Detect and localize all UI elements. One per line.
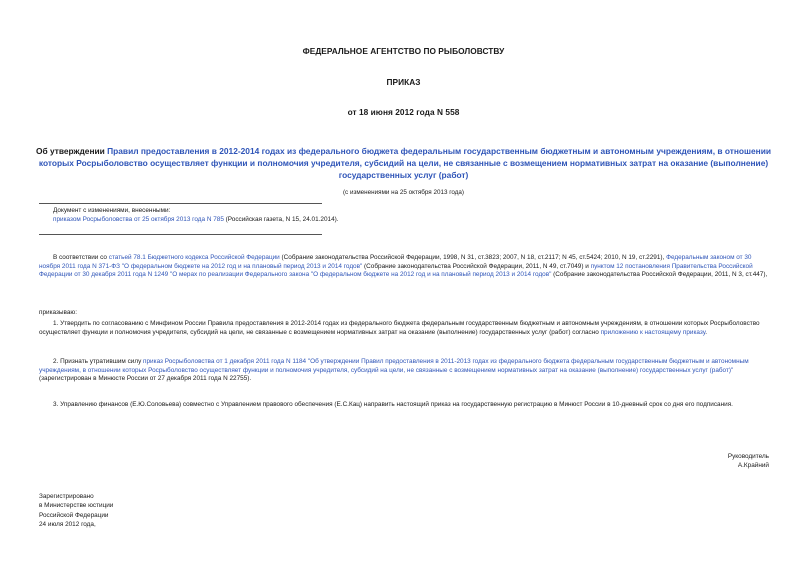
doc-type-heading: ПРИКАЗ — [386, 77, 421, 87]
government-resolution-link[interactable]: пунктом 12 постановления Правительства Российской Федерации от 30 декабря 2011 года N 1249 "О мерах по реализации Федерального закона "О федеральном бюджете на 2012 год и на плановый период 2013 и 2014 годов" — [39, 262, 753, 279]
revoked-order-link[interactable]: приказ Росрыболовства от 1 декабря 2011 года N 1184 "Об утверждении Правил предоставления в 2011-2013 годах из федерального бюджета федеральным государственным бюджетным и автономным учреждениям, в отношении которых Росрыболовство осуществляет функции и полномочия учредителя, субсидий на цели, не связанные с возмещением нормативных затрат на оказание (выполнение) государственных услуг (работ)" — [39, 358, 749, 374]
item-1-end: . — [705, 328, 708, 336]
preamble-paragraph — [39, 254, 770, 280]
registration-block — [39, 492, 113, 529]
registration-line-1: Зарегистрировано — [39, 493, 94, 500]
amendments-label: Документ с изменениями, внесенными: — [53, 207, 171, 214]
preamble-text-4: (Собрание законодательства Российской Федерации, 2011, N 3, ст.447), — [551, 271, 768, 279]
preamble-text-1: В соответствии со — [53, 254, 109, 261]
federal-law-link[interactable]: Федеральным законом от 30 ноября 2011 года N 371-ФЗ "О федеральном бюджете на 2012 год и на плановый период 2013 и 2014 годов" — [39, 254, 752, 270]
changes-note: (с изменениями на 25 октября 2013 года) — [342, 189, 465, 196]
item-2-text: 2. Признать утратившим силу — [53, 358, 144, 365]
signature-name: А.Крайний — [737, 462, 769, 469]
item-3-text: 3. Управлению финансов (Е.Ю.Соловьева) совместно с Управлением правового обеспечения (Е.С.Кац) направить настоящий приказ на государственную регистрацию в Минюст России в 10-дневный срок со дня его подписания. — [53, 401, 733, 408]
preamble-text-2: (Собрание законодательства Российской Федерации, 1998, N 31, ст.3823; 2007, N 18, ст.2117; N 45, ст.5424; 2010, N 19, ст.2291), — [279, 254, 667, 261]
order-word: приказываю: — [39, 309, 77, 316]
item-2-end: (зарегистрирован в Минюсте России от 27 декабря 2011 года N 22755). — [39, 375, 252, 383]
amendments-tail: (Российская газета, N 15, 24.01.2014). — [223, 215, 339, 223]
appendix-link[interactable]: приложению к настоящему приказу — [600, 328, 706, 336]
item-1-paragraph — [39, 320, 770, 337]
budget-code-link[interactable]: статьей 78.1 Бюджетного кодекса Российской Федерации — [108, 254, 280, 261]
item-1-text: 1. Утвердить по согласованию с Минфином России Правила предоставления в 2012-2014 годах из федерального бюджета федеральным государственным бюджетным и автономным учреждениям, в отношении которых Росрыболовство осуществляет функции и полномочия учредителя, субсидий на цели, не связанные с возмещением нормативных затрат на оказание (выполнение) государственных услуг (работ) согласно — [39, 320, 760, 336]
signature-position: Руководитель — [727, 453, 769, 460]
preamble-text-3: (Собрание законодательства Российской Федерации, 2011, N 49, ст.7049) и — [362, 262, 591, 270]
agency-heading: ФЕДЕРАЛЬНОЕ АГЕНТСТВО ПО РЫБОЛОВСТВУ — [302, 46, 505, 56]
registration-line-2: в Министерстве юстиции — [39, 502, 114, 510]
amendments-block — [53, 207, 653, 224]
amendments-link[interactable]: приказом Росрыболовства от 25 октября 2013 года N 785 — [53, 215, 224, 223]
divider-bottom — [39, 234, 322, 235]
title-link[interactable]: Правил предоставления в 2012-2014 годах из федерального бюджета федеральным государственным бюджетным и автономным учреждениям, в отношении которых Росрыболовство осуществляет функции и полномочия учредителя, субсидий на цели, не связанные с возмещением нормативных затрат на оказание (выполнение) государственных услуг (работ) — [38, 146, 772, 180]
document-title — [28, 145, 779, 181]
signature-block — [728, 452, 769, 470]
registration-line-4: 24 июля 2012 года, — [39, 520, 96, 528]
date-number-heading: от 18 июня 2012 года N 558 — [347, 107, 460, 117]
divider-top — [39, 203, 322, 204]
item-3-paragraph — [39, 401, 770, 410]
title-prefix: Об утверждении — [35, 146, 108, 156]
registration-line-3: Российской Федерации — [39, 511, 109, 519]
item-2-paragraph — [39, 358, 770, 384]
